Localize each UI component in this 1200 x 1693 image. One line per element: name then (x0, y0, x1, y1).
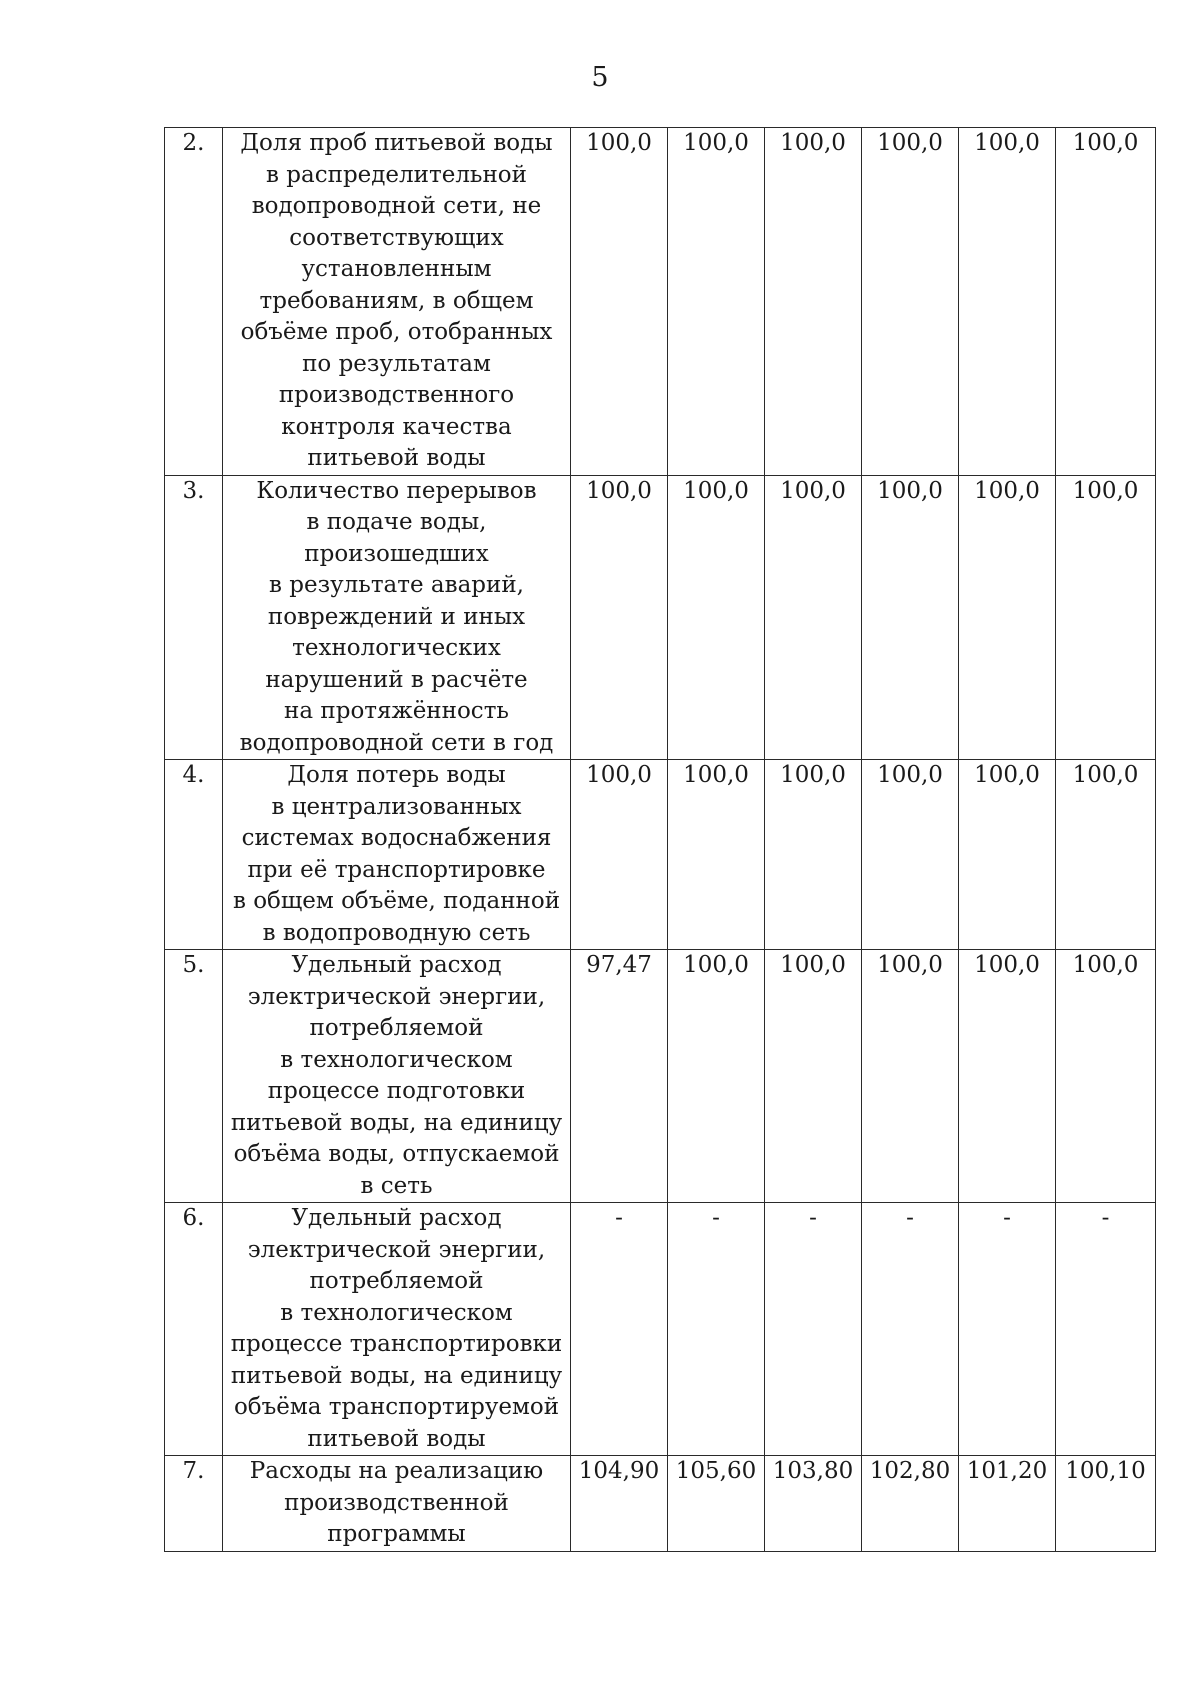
value-cell: 100,0 (765, 128, 862, 476)
value-cell: 100,0 (668, 760, 765, 950)
value-cell: 100,0 (668, 475, 765, 760)
value-cell: 100,0 (959, 475, 1056, 760)
value-cell: - (1056, 1203, 1156, 1456)
row-number: 5. (165, 950, 223, 1203)
indicator-name: Удельный расход электрической энергии, потребляемой в технологическом процессе транспортировки питьевой воды, на единицу объёма транспортируемой питьевой воды (223, 1203, 571, 1456)
value-cell: 97,47 (571, 950, 668, 1203)
value-cell: 100,0 (571, 760, 668, 950)
value-cell: 100,0 (1056, 950, 1156, 1203)
indicator-name: Расходы на реализацию производственной программы (223, 1456, 571, 1552)
value-cell: 100,0 (571, 475, 668, 760)
indicator-name: Удельный расход электрической энергии, потребляемой в технологическом процессе подготовки питьевой воды, на единицу объёма воды, отпускаемой в сеть (223, 950, 571, 1203)
row-number: 7. (165, 1456, 223, 1552)
value-cell: 102,80 (862, 1456, 959, 1552)
table-row (165, 128, 1156, 476)
value-cell: 100,0 (765, 760, 862, 950)
value-cell: 100,0 (959, 128, 1056, 476)
value-cell: 100,0 (862, 128, 959, 476)
indicator-name: Количество перерывов в подаче воды, произошедших в результате аварий, повреждений и иных технологических нарушений в расчёте на протяжённость водопроводной сети в год (223, 475, 571, 760)
row-number: 4. (165, 760, 223, 950)
value-cell: 100,0 (668, 950, 765, 1203)
value-cell: 100,0 (862, 950, 959, 1203)
row-number: 3. (165, 475, 223, 760)
value-cell: 100,0 (862, 760, 959, 950)
row-number: 6. (165, 1203, 223, 1456)
value-cell: 100,0 (765, 950, 862, 1203)
table-row (165, 760, 1156, 950)
value-cell: - (959, 1203, 1056, 1456)
value-cell: 100,0 (1056, 475, 1156, 760)
indicators-table (164, 127, 1156, 1552)
value-cell: 100,10 (1056, 1456, 1156, 1552)
value-cell: 100,0 (668, 128, 765, 476)
value-cell: - (862, 1203, 959, 1456)
value-cell: 100,0 (1056, 128, 1156, 476)
value-cell: 103,80 (765, 1456, 862, 1552)
table-row (165, 950, 1156, 1203)
value-cell: 100,0 (765, 475, 862, 760)
value-cell: 105,60 (668, 1456, 765, 1552)
value-cell: 101,20 (959, 1456, 1056, 1552)
value-cell: - (668, 1203, 765, 1456)
table-row (165, 1203, 1156, 1456)
table-row (165, 475, 1156, 760)
value-cell: 104,90 (571, 1456, 668, 1552)
page-number: 5 (591, 62, 609, 93)
value-cell: 100,0 (571, 128, 668, 476)
value-cell: - (571, 1203, 668, 1456)
value-cell: 100,0 (1056, 760, 1156, 950)
value-cell: 100,0 (959, 760, 1056, 950)
table-row (165, 1456, 1156, 1552)
value-cell: - (765, 1203, 862, 1456)
row-number: 2. (165, 128, 223, 476)
value-cell: 100,0 (862, 475, 959, 760)
value-cell: 100,0 (959, 950, 1056, 1203)
indicator-name: Доля проб питьевой воды в распределительной водопроводной сети, не соответствующих установленным требованиям, в общем объёме проб, отобранных по результатам производственного контроля качества питьевой воды (223, 128, 571, 476)
indicator-name: Доля потерь воды в централизованных системах водоснабжения при её транспортировке в общем объёме, поданной в водопроводную сеть (223, 760, 571, 950)
